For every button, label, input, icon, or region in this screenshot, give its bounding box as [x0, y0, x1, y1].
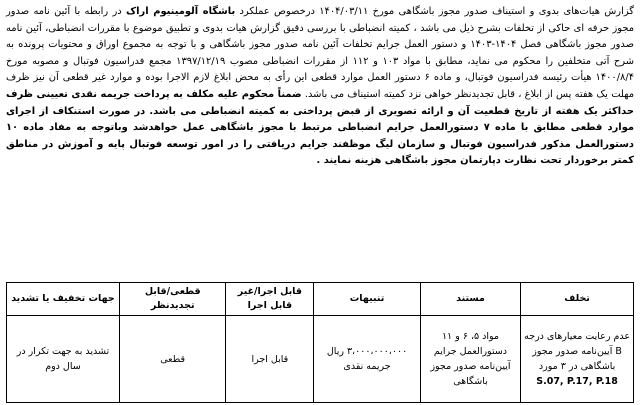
header-penalty: تنبیهات	[314, 283, 421, 316]
note-label: ضمناً محکوم	[241, 88, 302, 100]
violation-text: عدم رعایت معیارهای درجه B آیین‌نامه صدور مجوز باشگاهی در ۳ مورد	[524, 331, 630, 372]
cell-mitigation: تشدید به جهت تکرار در سال دوم	[7, 316, 120, 403]
header-violation: تخلف	[521, 283, 634, 316]
payment-instructions: علیه مکلف به پرداخت جریمه نقدی تعیینی ظرف حداکثر یک هفته از تاریخ قطعیت آن و ارائه تصویری از قبض پرداختی به کمیته انضباطی می باشد. در صورت استنکاف از اجرای موارد قطعی مطابق با ماده ۷ دستورالعمل جرایم انضباطی مرتبط با مجوز باشگاهی عمل خواهدشد وباتوجه به مفاد ماده ۱۰ دستورالعمل مذکور فدراسیون فوتبال و سازمان لیگ موظفند جرایم دریافتی را در امور توسعه فوتبال پایه و آموزش در مناطق کمتر برخوردار تحت نظارت دپارتمان مجوز باشگاهی هزینه نمایند .	[6, 88, 634, 167]
violation-codes: S.07, P.17, P.18	[536, 376, 618, 387]
header-finality: قطعی/قابل تجدیدنظر	[119, 283, 226, 316]
table-header-row	[7, 283, 634, 316]
club-name: باشگاه آلومینیوم اراک	[126, 6, 236, 17]
cell-enforceable: قابل اجرا	[226, 316, 314, 403]
paragraph-intro: گزارش هیات‌های بدوی و استیناف صدور مجوز باشگاهی مورخ ۱۴۰۴/۰۳/۱۱ درخصوص عملکرد	[235, 6, 634, 17]
header-mitigation: جهات تخفیف یا تشدید	[7, 283, 120, 316]
cell-finality: قطعی	[119, 316, 226, 403]
verdict-table	[6, 282, 634, 403]
header-enforceable: قابل اجرا/غیر قابل اجرا	[226, 283, 314, 316]
verdict-paragraph	[6, 4, 634, 170]
paragraph-body: در رابطه با آئین نامه صدور مجوز حرفه ای حاکی از تخلفات بشرح ذیل می باشد ، کمیته انضباطی با بررسی دقیق گزارش هیات بدوی و تطبیق موضوع با مقررات انضباطی، آئین نامه صدور مجوز باشگاهی فصل ۱۴۰۴-۱۴۰۳ و دستور العمل جرایم تخلفات آئین نامه صدور مجوز باشگاهی و با توجه به مجموع اوراق و محتویات پرونده به شرح آتی متخلفین را محکوم می نماید، مطابق با مواد ۱۰۳ و ۱۱۲ از مقررات انضباطی مصوب ۱۳۹۷/۱۲/۱۹ مجمع فدراسیون فوتبال و مصوبه مورخ ۱۴۰۰/۸/۴ هیأت رئیسه فدراسیون فوتبال، و ماده ۶ دستور العمل موارد قطعی این رأی به محض ابلاغ لازم الاجرا بوده و موارد غیر قطعی آن نیز ظرف مهلت یک هفته پس از ابلاغ ، قابل تجدیدنظر خواهی نزد کمیته استیناف می باشد.	[6, 6, 635, 100]
header-basis: مستند	[420, 283, 520, 316]
cell-violation	[521, 316, 634, 403]
cell-basis: مواد ۵، ۶ و ۱۱ دستورالعمل جرایم آیین‌نامه صدور مجوز باشگاهی	[420, 316, 520, 403]
table-row	[7, 316, 634, 403]
cell-penalty: ۳،۰۰۰،۰۰۰،۰۰۰ ریال جریمه نقدی	[314, 316, 421, 403]
